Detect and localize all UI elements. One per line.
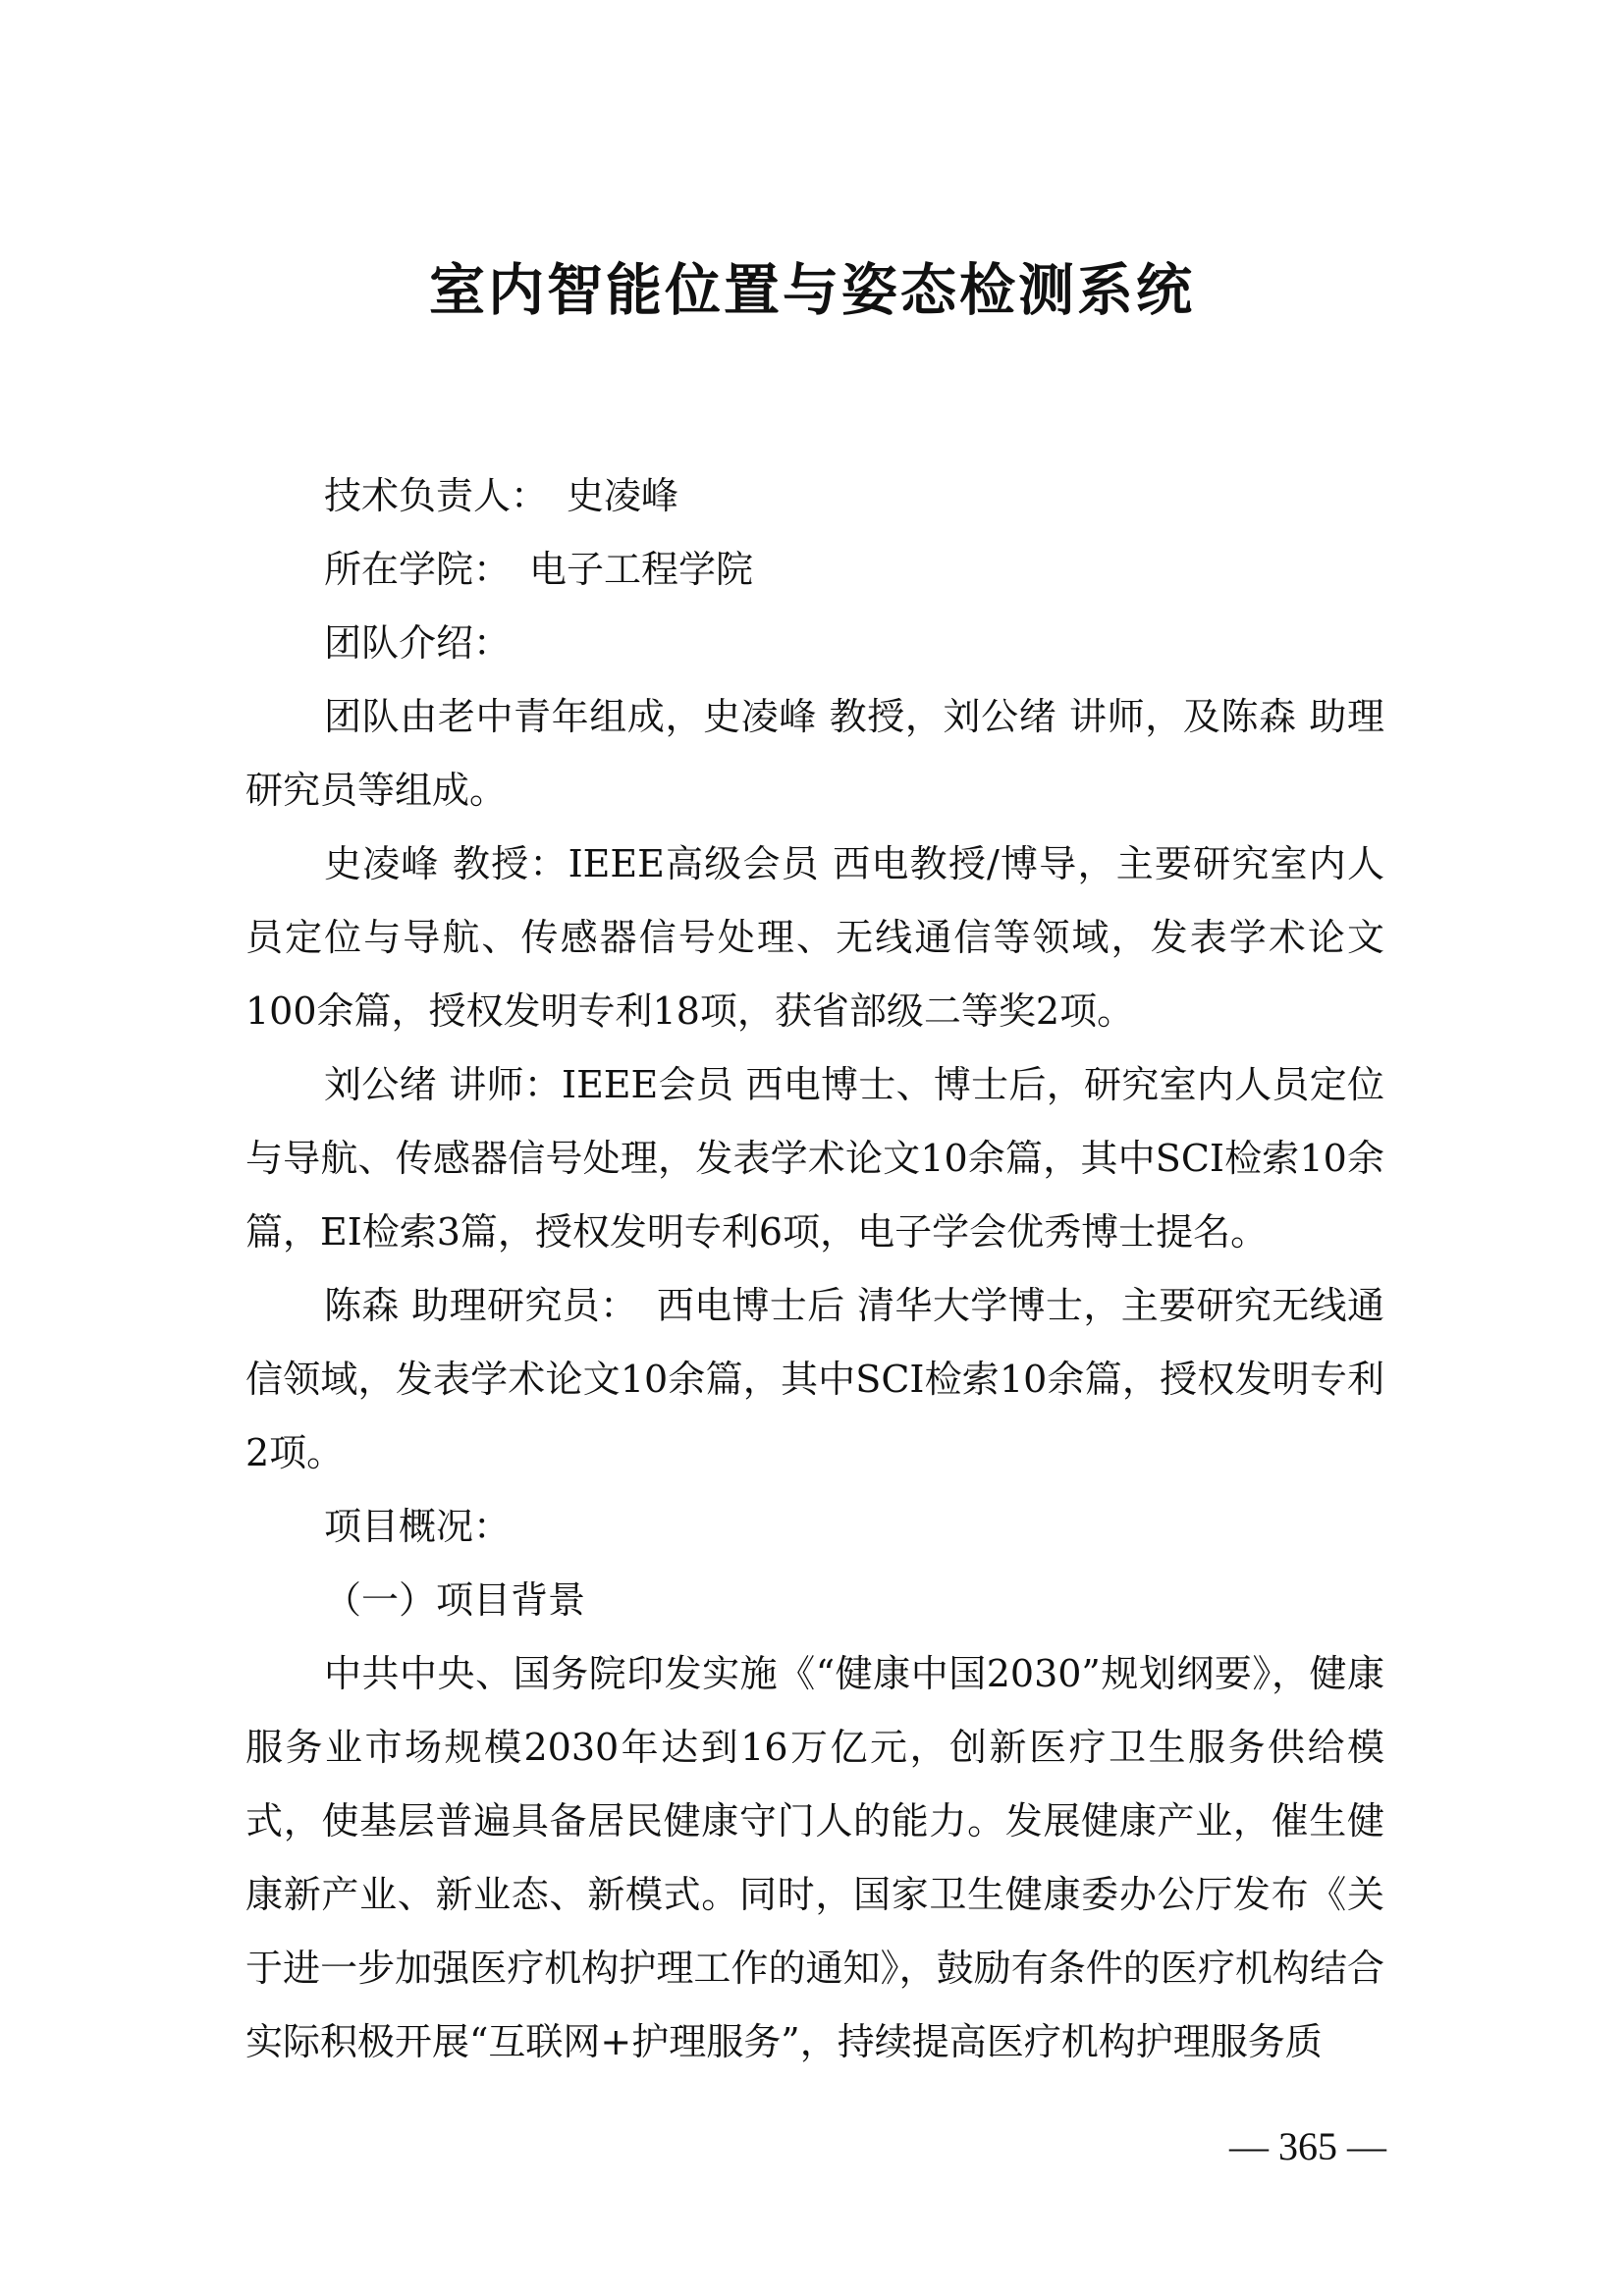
paragraph-background-heading: （一）项目背景	[324, 1578, 586, 1622]
page-number: — 365 —	[1229, 2124, 1386, 2168]
paragraph-team-heading: 团队介绍：	[324, 621, 512, 665]
paragraph-college: 所在学院： 电子工程学院	[324, 548, 754, 591]
document-body	[245, 459, 1384, 2079]
paragraph-member-shi: 史凌峰 教授：IEEE高级会员 西电教授/博导，主要研究室内人员定位与导航、传感器信号处理、无线通信等领域，发表学术论文100余篇，授权发明专利18项，获省部级二等奖2项。	[245, 842, 1384, 1033]
paragraph-member-liu: 刘公绪 讲师：IEEE会员 西电博士、博士后，研究室内人员定位与导航、传感器信号处理，发表学术论文10余篇，其中SCI检索10余篇，EI检索3篇，授权发明专利6项，电子学会优秀博士提名。	[245, 1063, 1384, 1254]
paragraph-team-intro: 团队由老中青年组成，史凌峰 教授，刘公绪 讲师，及陈森 助理研究员等组成。	[245, 695, 1384, 812]
paragraph-tech-lead: 技术负责人： 史凌峰	[324, 474, 679, 517]
paragraph-overview-heading: 项目概况：	[324, 1505, 512, 1548]
paragraph-member-chen: 陈森 助理研究员： 西电博士后 清华大学博士，主要研究无线通信领域，发表学术论文10余篇，其中SCI检索10余篇，授权发明专利2项。	[245, 1284, 1384, 1474]
document-title: 室内智能位置与姿态检测系统	[429, 257, 1195, 323]
paragraph-background-text: 中共中央、国务院印发实施《“健康中国2030”规划纲要》，健康服务业市场规模2030年达到16万亿元，创新医疗卫生服务供给模式，使基层普遍具备居民健康守门人的能力。发展健康产业，催生健康新产业、新业态、新模式。同时，国家卫生健康委办公厅发布《关于进一步加强医疗机构护理工作的通知》，鼓励有条件的医疗机构结合实际积极开展“互联网+护理服务”，持续提高医疗机构护理服务质	[245, 1652, 1384, 2063]
